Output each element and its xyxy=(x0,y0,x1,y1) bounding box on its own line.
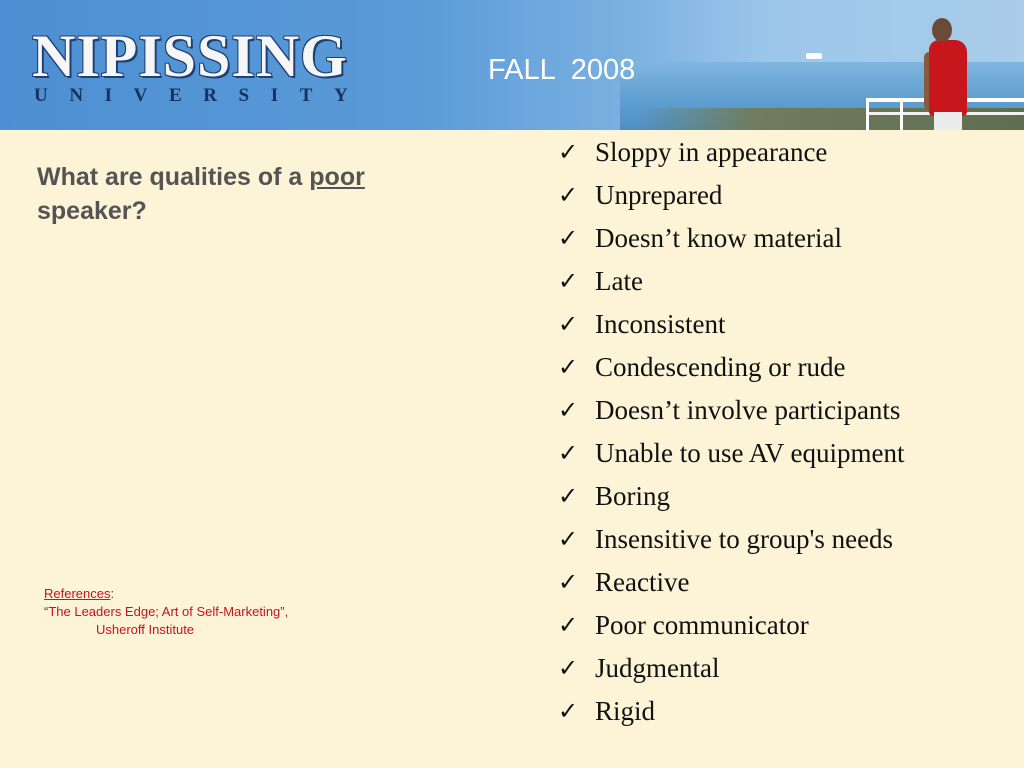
reference-publisher: Usheroff Institute xyxy=(96,622,195,637)
slide-question xyxy=(37,160,457,228)
list-item-text: Rigid xyxy=(595,696,656,726)
checkmark-icon: ✓ xyxy=(558,140,579,166)
list-item xyxy=(558,475,1018,518)
list-item xyxy=(558,260,1018,303)
checkmark-icon: ✓ xyxy=(558,183,579,209)
list-item-text: Judgmental xyxy=(595,653,720,683)
list-item xyxy=(558,303,1018,346)
list-item-text: Inconsistent xyxy=(595,309,726,339)
slide-header xyxy=(0,0,1024,130)
qualities-list xyxy=(558,131,1018,733)
question-emphasis: poor xyxy=(309,163,365,191)
checkmark-icon: ✓ xyxy=(558,613,579,639)
list-item-text: Insensitive to group's needs xyxy=(595,524,894,554)
checkmark-icon: ✓ xyxy=(558,656,579,682)
list-item xyxy=(558,690,1018,733)
checkmark-icon: ✓ xyxy=(558,570,579,596)
checkmark-icon: ✓ xyxy=(558,269,579,295)
list-item xyxy=(558,604,1018,647)
question-suffix: speaker? xyxy=(37,197,147,225)
references-heading xyxy=(44,585,374,603)
railing-post xyxy=(866,98,869,130)
list-item xyxy=(558,432,1018,475)
checkmark-icon: ✓ xyxy=(558,312,579,338)
checkmark-icon: ✓ xyxy=(558,699,579,725)
checkmark-icon: ✓ xyxy=(558,355,579,381)
list-item-text: Unprepared xyxy=(595,180,723,210)
checkmark-icon: ✓ xyxy=(558,226,579,252)
person-legs xyxy=(934,112,962,130)
checkmark-icon: ✓ xyxy=(558,398,579,424)
list-item-text: Late xyxy=(595,266,643,296)
list-item-text: Unable to use AV equipment xyxy=(595,438,905,468)
checkmark-icon: ✓ xyxy=(558,484,579,510)
term-label: FALL 2008 xyxy=(488,54,636,86)
list-item xyxy=(558,174,1018,217)
list-item xyxy=(558,217,1018,260)
list-item xyxy=(558,389,1018,432)
list-item xyxy=(558,647,1018,690)
list-item-text: Condescending or rude xyxy=(595,352,846,382)
list-item-text: Doesn’t involve participants xyxy=(595,395,901,425)
boat-graphic xyxy=(806,53,822,59)
person-head xyxy=(932,18,952,42)
university-logo-subtitle: UNIVERSITY xyxy=(34,85,370,106)
university-logo-wordmark: NIPISSING xyxy=(32,23,348,89)
list-item-text: Doesn’t know material xyxy=(595,223,842,253)
references-block xyxy=(44,585,374,639)
list-item xyxy=(558,518,1018,561)
list-item-text: Boring xyxy=(595,481,671,511)
list-item-text: Reactive xyxy=(595,567,690,597)
railing-post xyxy=(900,98,903,130)
list-item xyxy=(558,131,1018,174)
checkmark-icon: ✓ xyxy=(558,441,579,467)
list-item xyxy=(558,561,1018,604)
references-colon: : xyxy=(110,586,115,601)
checkmark-icon: ✓ xyxy=(558,527,579,553)
list-item-text: Poor communicator xyxy=(595,610,809,640)
person-figure xyxy=(929,40,967,116)
question-prefix: What are qualities of a xyxy=(37,163,310,191)
reference-title: “The Leaders Edge; Art of Self-Marketing”, xyxy=(44,604,289,619)
list-item xyxy=(558,346,1018,389)
references-label: References xyxy=(44,586,111,601)
list-item-text: Sloppy in appearance xyxy=(595,137,828,167)
